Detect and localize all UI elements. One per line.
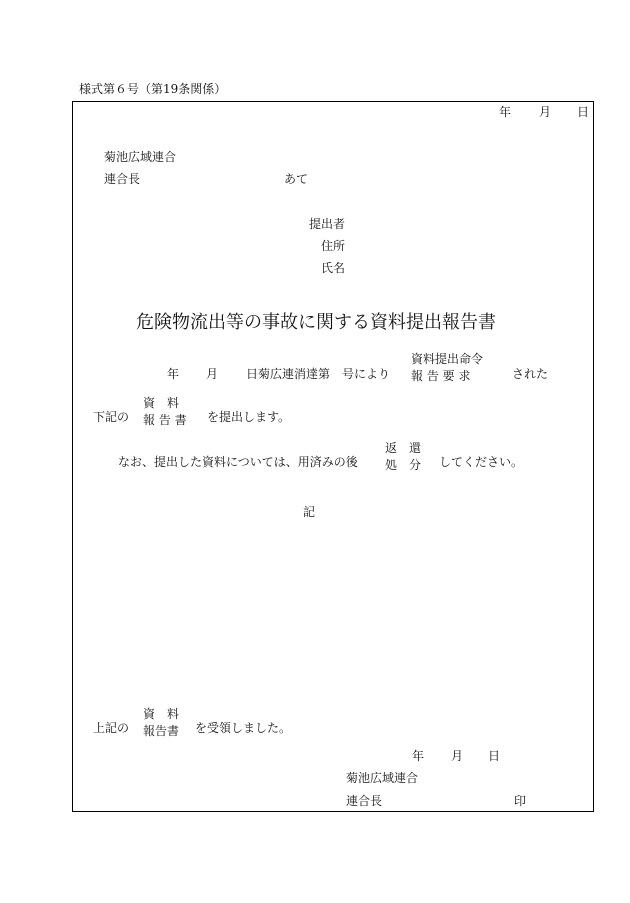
addressee-title: 連合長 bbox=[104, 172, 141, 186]
ki-heading: 記 bbox=[303, 505, 316, 519]
submitter-heading: 提出者 bbox=[309, 217, 346, 231]
line3-option-top: 返 還 bbox=[385, 441, 422, 455]
receipt-date-year: 年 bbox=[412, 749, 425, 763]
line1-option-top: 資料提出命令 bbox=[411, 352, 484, 366]
receipt-date-day: 日 bbox=[488, 749, 501, 763]
date-month-label: 月 bbox=[539, 105, 552, 119]
submitter-address-label: 住所 bbox=[321, 239, 346, 253]
addressee-honorific: あて bbox=[284, 172, 309, 186]
receipt-prefix: 上記の bbox=[93, 721, 130, 735]
line2-prefix: 下記の bbox=[93, 410, 130, 424]
line3-prefix: なお、提出した資料については、用済みの後 bbox=[118, 455, 358, 469]
receiver-title: 連合長 bbox=[346, 794, 383, 808]
receipt-suffix: を受領しました。 bbox=[195, 721, 292, 735]
form-number: 様式第６号（第19条関係） bbox=[79, 82, 227, 96]
seal-mark: 印 bbox=[514, 794, 527, 808]
line1-year: 年 bbox=[167, 367, 180, 381]
line2-option-bottom: 報 告 書 bbox=[143, 413, 187, 427]
line1-option-bottom: 報 告 要 求 bbox=[411, 369, 471, 383]
date-year-label: 年 bbox=[499, 105, 512, 119]
receipt-date-month: 月 bbox=[451, 749, 464, 763]
document-title: 危険物流出等の事故に関する資料提出報告書 bbox=[136, 312, 496, 333]
line1-ref: 日菊広連消達第 号により bbox=[246, 367, 391, 381]
receiver-org: 菊池広域連合 bbox=[346, 771, 419, 785]
submitter-name-label: 氏名 bbox=[321, 261, 346, 275]
receipt-option-top: 資 料 bbox=[143, 707, 180, 721]
line1-month: 月 bbox=[206, 367, 219, 381]
line2-option-top: 資 料 bbox=[143, 396, 180, 410]
line3-suffix: してください。 bbox=[439, 455, 524, 469]
receipt-option-bottom: 報告書 bbox=[143, 724, 180, 738]
addressee-org: 菊池広域連合 bbox=[104, 150, 177, 164]
line2-suffix: を提出します。 bbox=[207, 410, 291, 424]
line1-suffix: された bbox=[512, 367, 549, 381]
date-day-label: 日 bbox=[577, 105, 590, 119]
line3-option-bottom: 処 分 bbox=[385, 458, 422, 472]
